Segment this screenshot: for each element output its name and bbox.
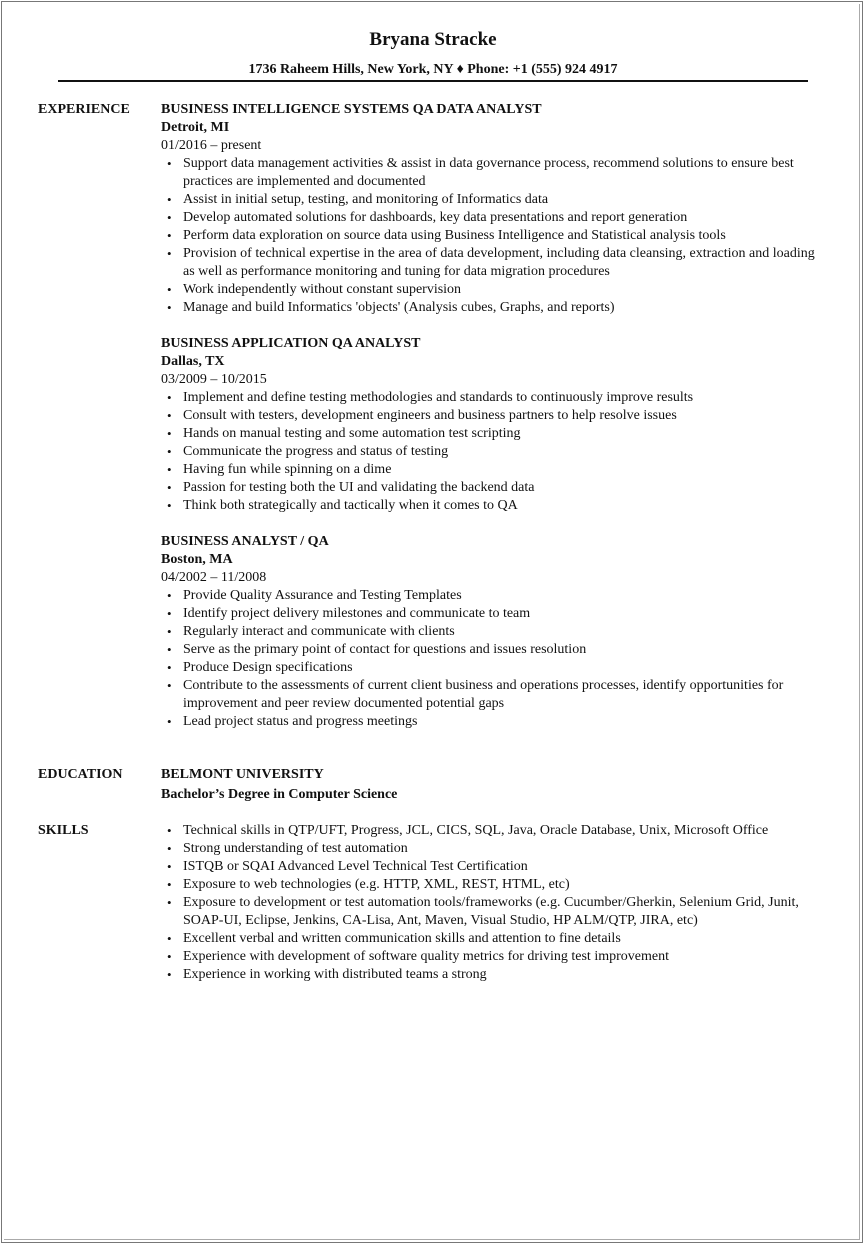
job-location: Boston, MA [161, 552, 233, 567]
bullet-item: • Implement and define testing methodologies and standards to continuously improve results [161, 389, 821, 407]
job-bullets [161, 587, 821, 731]
job-dates: 03/2009 – 10/2015 [161, 372, 267, 387]
candidate-name: Bryana Stracke [369, 29, 497, 50]
skill-item: • ISTQB or SQAI Advanced Level Technical Test Certification [161, 858, 821, 876]
skill-item: • Experience in working with distributed teams a strong [161, 966, 821, 984]
skill-item: • Exposure to web technologies (e.g. HTTP, XML, REST, HTML, etc) [161, 876, 821, 894]
education-school: BELMONT UNIVERSITY [161, 767, 324, 782]
skill-item: • Exposure to development or test automation tools/frameworks (e.g. Cucumber/Gherkin, Selenium Grid, Junit, SOAP-UI, Eclipse, Jenkins, CA-Lisa, Ant, Maven, Visual Studio, HP ALM/QTP, JIRA, etc) [161, 894, 821, 930]
contact-line: 1736 Raheem Hills, New York, NY ♦ Phone: +1 (555) 924 4917 [248, 62, 618, 77]
skill-item: • Experience with development of software quality metrics for driving test improvement [161, 948, 821, 966]
bullet-item: • Produce Design specifications [161, 659, 821, 677]
header-divider [58, 80, 808, 82]
bullet-item: • Lead project status and progress meetings [161, 713, 821, 731]
bullet-item: • Contribute to the assessments of current client business and operations processes, identify opportunities for improvement and peer review documented potential gaps [161, 677, 821, 713]
skill-item: • Excellent verbal and written communication skills and attention to fine details [161, 930, 821, 948]
bullet-item: • Serve as the primary point of contact for questions and issues resolution [161, 641, 821, 659]
bullet-item: • Identify project delivery milestones and communicate to team [161, 605, 821, 623]
skill-item: • Technical skills in QTP/UFT, Progress, JCL, CICS, SQL, Java, Oracle Database, Unix, Microsoft Office [161, 822, 821, 840]
job-bullets [161, 155, 821, 317]
job-dates: 01/2016 – present [161, 138, 262, 153]
bullet-item: • Having fun while spinning on a dime [161, 461, 821, 479]
job-title: BUSINESS INTELLIGENCE SYSTEMS QA DATA ANALYST [161, 102, 542, 117]
skills-body [161, 822, 821, 984]
bullet-item: • Communicate the progress and status of testing [161, 443, 821, 461]
bullet-item: • Support data management activities & assist in data governance process, recommend solutions to ensure best practices are implemented and documented [161, 155, 821, 191]
job-title: BUSINESS ANALYST / QA [161, 534, 329, 549]
education-degree: Bachelor’s Degree in Computer Science [161, 787, 398, 802]
skill-item: • Strong understanding of test automation [161, 840, 821, 858]
bullet-item: • Provision of technical expertise in the area of data development, including data cleansing, extraction and loading as well as performance monitoring and tuning for data migration procedures [161, 245, 821, 281]
job-title: BUSINESS APPLICATION QA ANALYST [161, 336, 421, 351]
section-label-experience: EXPERIENCE [38, 102, 130, 117]
job-dates: 04/2002 – 11/2008 [161, 570, 267, 585]
bullet-item: • Consult with testers, development engineers and business partners to help resolve issues [161, 407, 821, 425]
bullet-item: • Perform data exploration on source data using Business Intelligence and Statistical analysis tools [161, 227, 821, 245]
bullet-item: • Manage and build Informatics 'objects' (Analysis cubes, Graphs, and reports) [161, 299, 821, 317]
education-body [161, 766, 821, 804]
bullet-item: • Assist in initial setup, testing, and monitoring of Informatics data [161, 191, 821, 209]
bullet-item: • Develop automated solutions for dashboards, key data presentations and report generation [161, 209, 821, 227]
section-label-education: EDUCATION [38, 767, 123, 782]
bullet-item: • Passion for testing both the UI and validating the backend data [161, 479, 821, 497]
job-entry [161, 101, 821, 317]
job-location: Dallas, TX [161, 354, 225, 369]
skills-bullets [161, 822, 821, 984]
bullet-item: • Hands on manual testing and some automation test scripting [161, 425, 821, 443]
section-label-skills: SKILLS [38, 823, 89, 838]
job-bullets [161, 389, 821, 515]
job-location: Detroit, MI [161, 120, 230, 135]
bullet-item: • Provide Quality Assurance and Testing Templates [161, 587, 821, 605]
job-entry [161, 335, 821, 515]
experience-body [161, 101, 821, 749]
job-entry [161, 533, 821, 731]
bullet-item: • Regularly interact and communicate with clients [161, 623, 821, 641]
bullet-item: • Work independently without constant supervision [161, 281, 821, 299]
bullet-item: • Think both strategically and tactically when it comes to QA [161, 497, 821, 515]
